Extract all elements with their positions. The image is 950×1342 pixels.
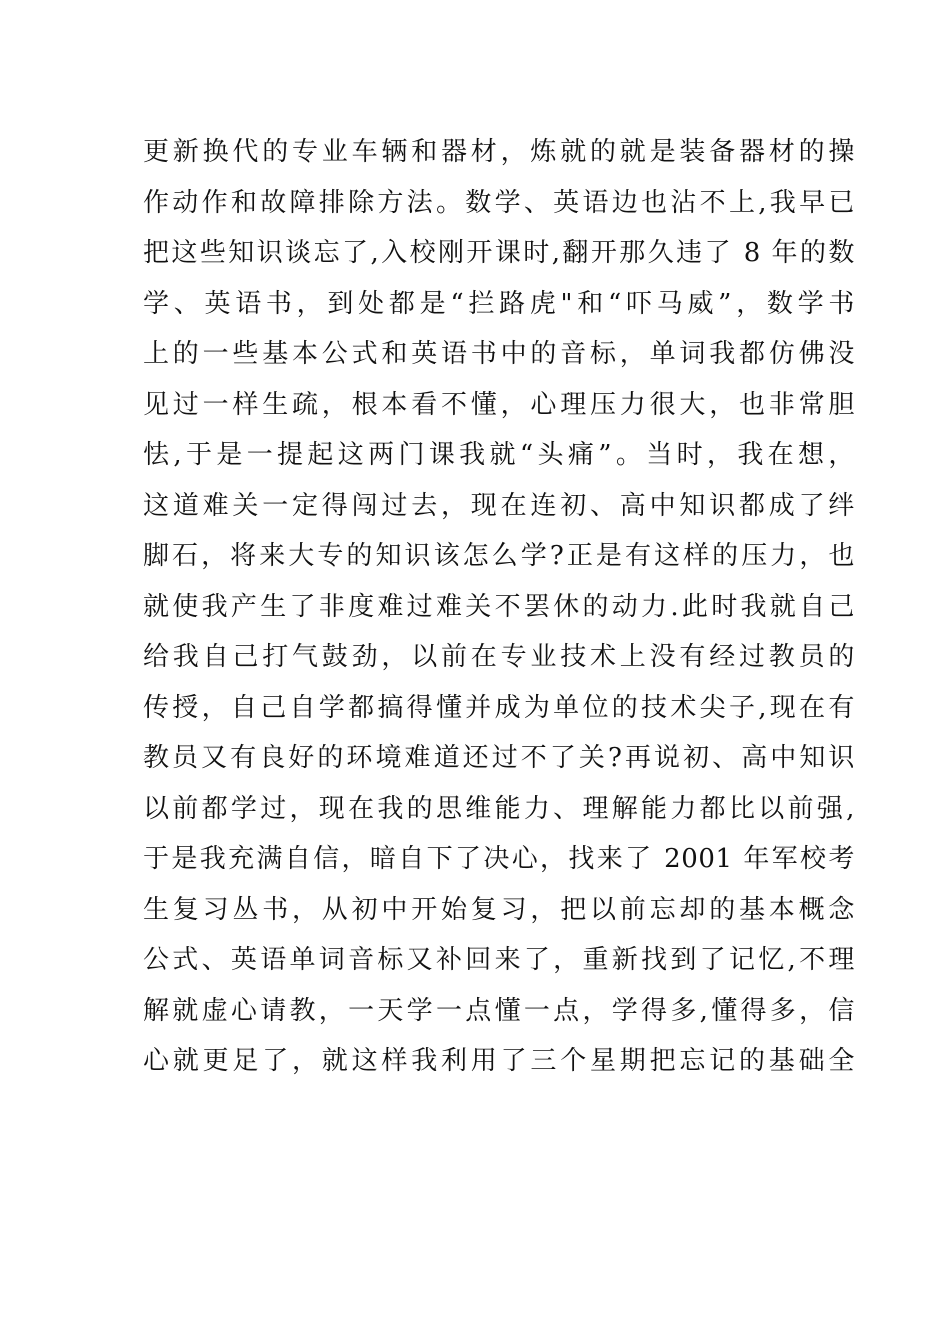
- text-line: 教员又有良好的环境难道还过不了关?再说初、高中知识: [143, 743, 855, 773]
- text-line: 就使我产生了非度难过难关不罢休的动力.此时我就自己: [143, 591, 855, 622]
- text-line: 传授，自己自学都搞得懂并成为单位的技术尖子,现在有: [143, 692, 855, 723]
- body-text: [143, 127, 855, 1087]
- text-line: 脚石，将来大专的知识该怎么学?正是有这样的压力，也: [143, 541, 855, 571]
- text-line: 以前都学过，现在我的思维能力、理解能力都比以前强,: [143, 793, 855, 824]
- text-line: 上的一些基本公式和英语书中的音标，单词我都仿佛没: [143, 339, 855, 369]
- text-line: 更新换代的专业车辆和器材，炼就的就是装备器材的操: [143, 137, 855, 167]
- text-line: 学、英语书，到处都是“拦路虎"和“吓马威”，数学书: [143, 288, 855, 319]
- text-line: 这道难关一定得闯过去，现在连初、高中知识都成了绊: [143, 490, 855, 521]
- text-line: 给我自己打气鼓劲，以前在专业技术上没有经过教员的: [143, 642, 855, 672]
- text-line: 于是我充满自信，暗自下了决心，找来了 2001 年军校考: [143, 844, 855, 874]
- text-line: 生复习丛书，从初中开始复习，把以前忘却的基本概念: [143, 894, 855, 925]
- text-line: 心就更足了，就这样我利用了三个星期把忘记的基础全: [143, 1046, 855, 1076]
- text-line: 见过一样生疏，根本看不懂，心理压力很大，也非常胆: [143, 389, 855, 420]
- text-line: 解就虚心请教，一天学一点懂一点，学得多,懂得多，信: [143, 995, 855, 1026]
- text-line: 公式、英语单词音标又补回来了，重新找到了记忆,不理: [143, 945, 855, 975]
- text-line: 把这些知识谈忘了,入校刚开课时,翻开那久违了 8 年的数: [143, 238, 855, 268]
- text-line: 作动作和故障排除方法。数学、英语边也沾不上,我早已: [143, 187, 855, 218]
- text-line: 怯,于是一提起这两门课我就“头痛”。当时，我在想，: [143, 440, 855, 470]
